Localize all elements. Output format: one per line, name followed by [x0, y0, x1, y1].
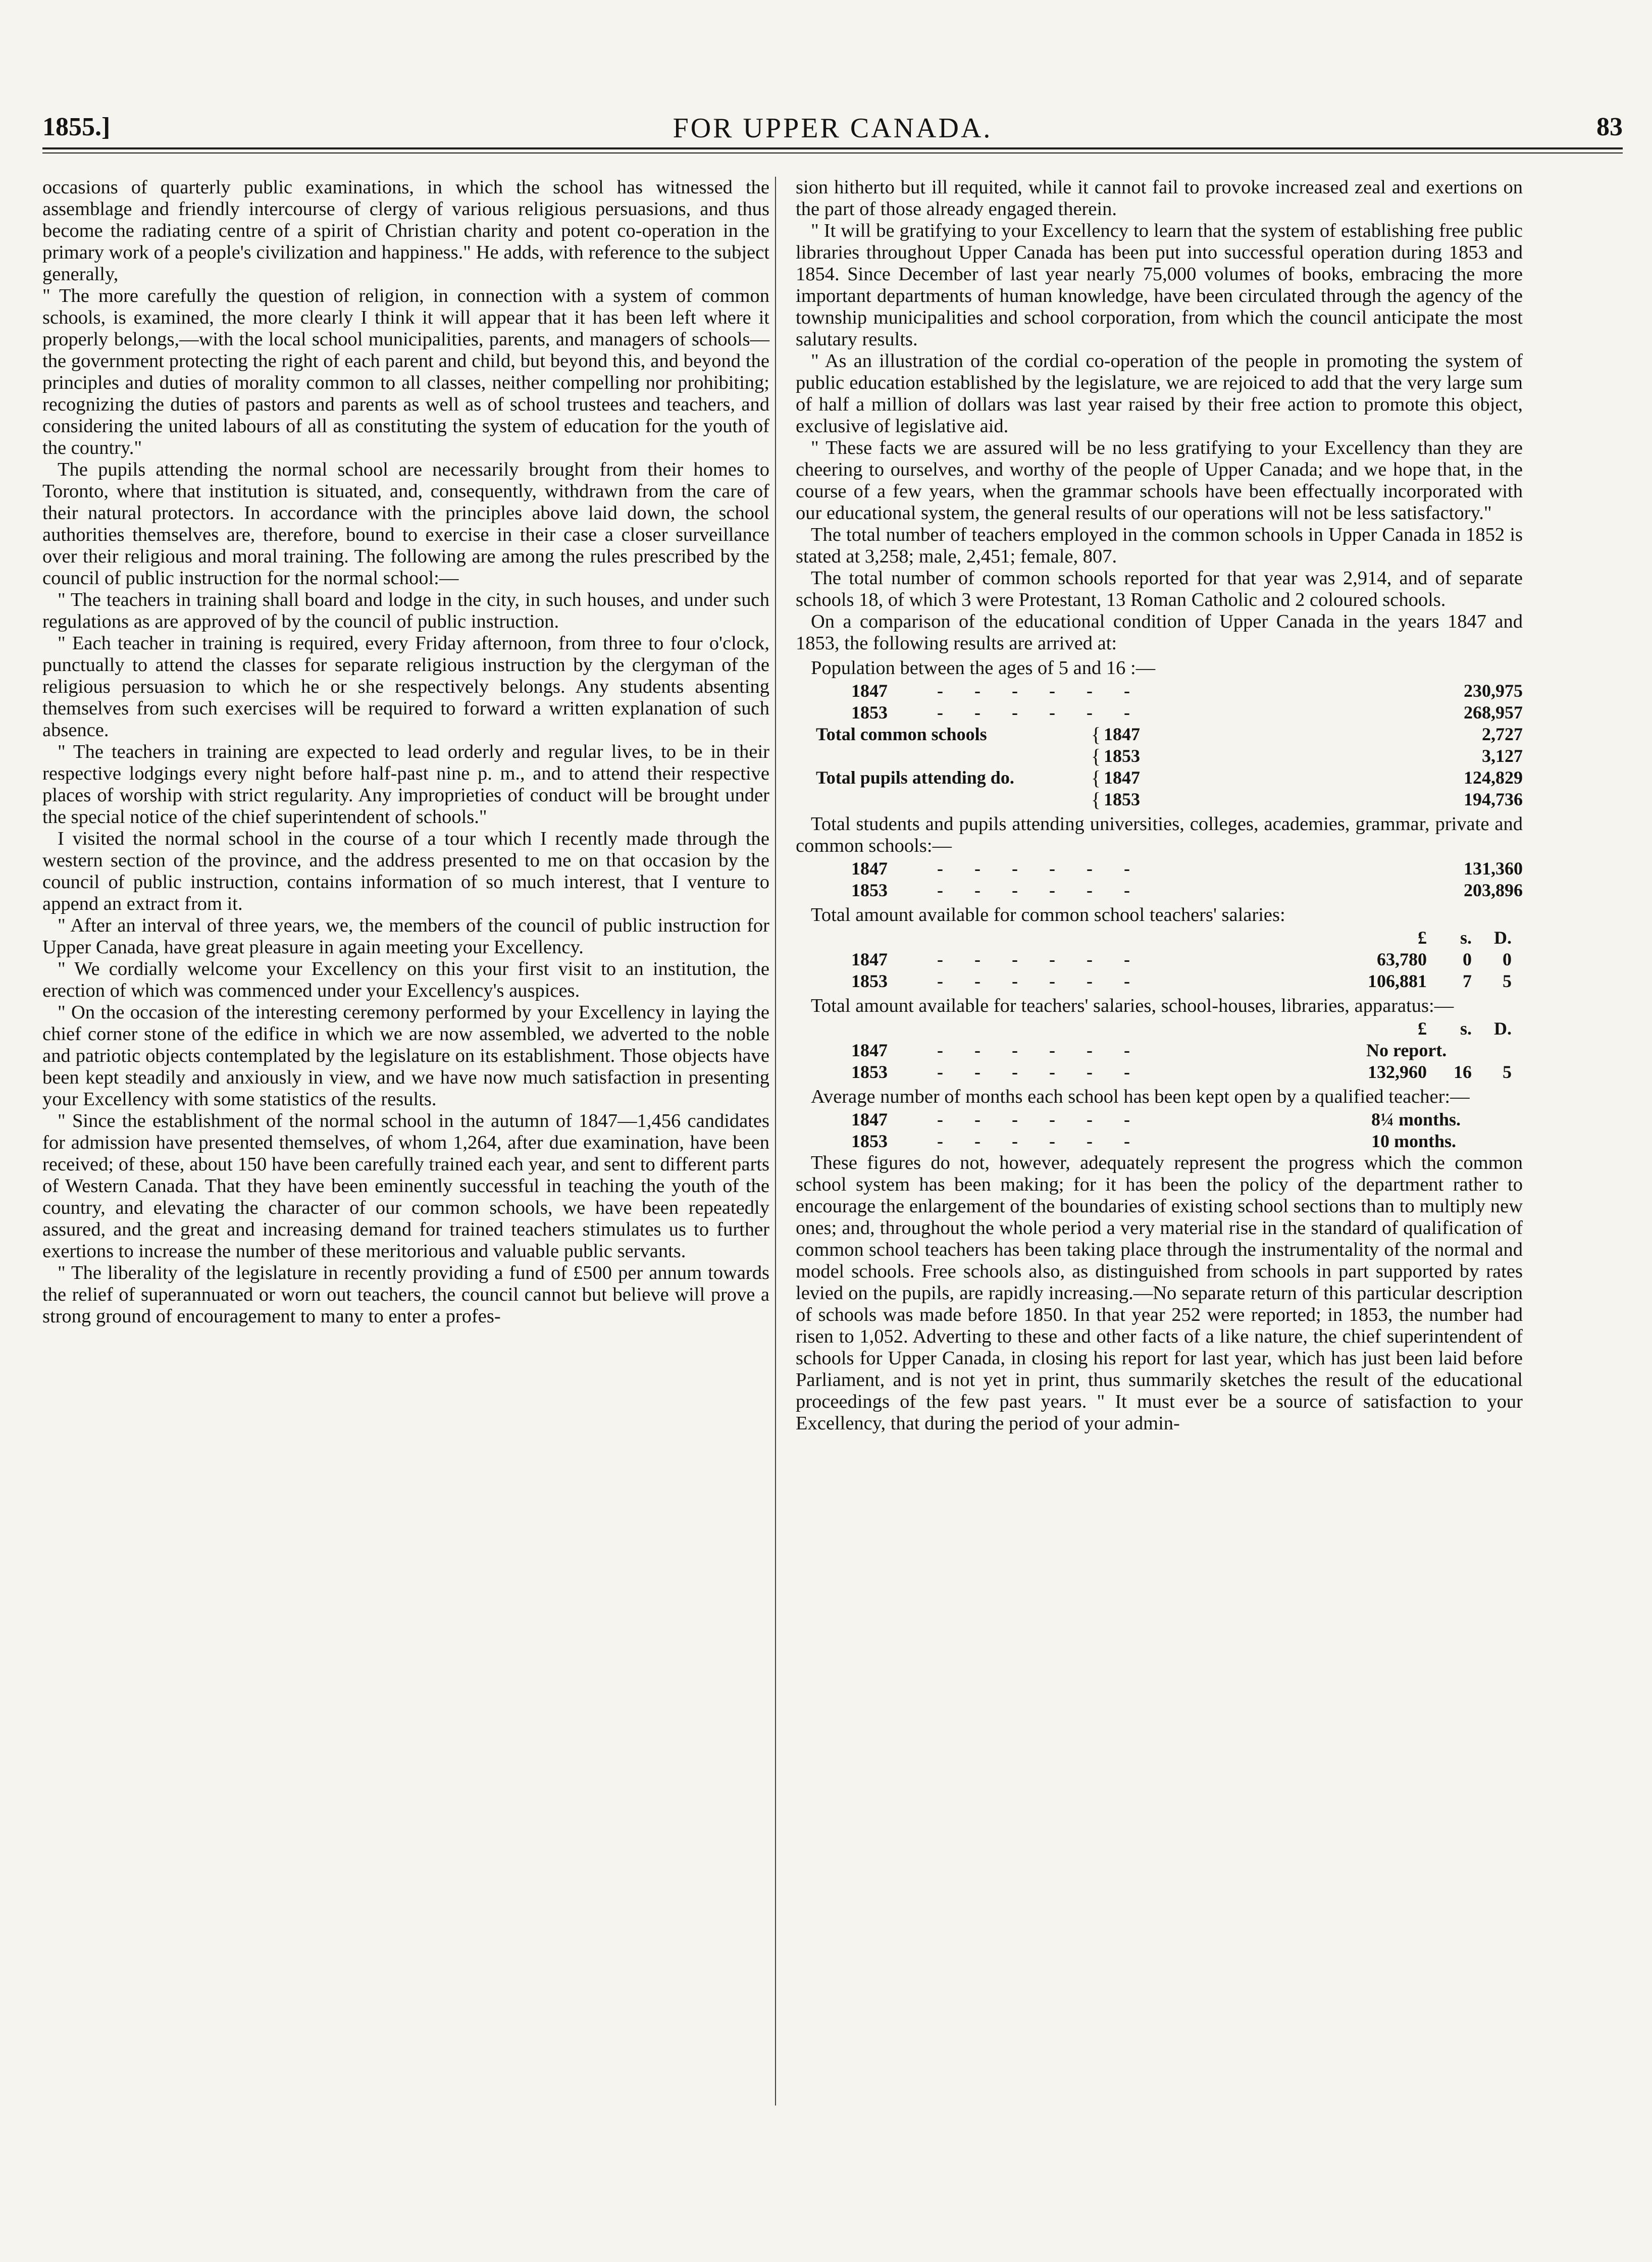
row-value: No report.: [1366, 1040, 1447, 1060]
row-value: 194,736: [1464, 789, 1523, 809]
paragraph: " The teachers in training are expected to lead orderly and regular lives, to be in their respective lodgings every night before half-past nine p. m., and to attend their respective places of worship with strict regularity. Any improprieties of conduct will be brought under the special notice of the chief superintendent of schools.": [42, 741, 769, 828]
paragraph: " Each teacher in training is required, every Friday afternoon, from three to four o'clock, punctually to attend the classes for separate religious instruction by the clergyman of the religious persuasion to which he or she respectively belongs. Any students absenting themselves from such exercises will be required to forward a written explanation of such absence.: [42, 633, 769, 741]
paragraph: " Since the establishment of the normal school in the autumn of 1847—1,456 candidates for admission have presented themselves, of whom 1,264, after due examination, have been received; of these, about 150 have been carefully trained each year, and sent to different parts of Western Canada. That they have been eminently successful in teaching the youth of the country, and elevating the character of our common schools, we have been repeatedly assured, and the great and increasing demand for trained teachers stimulates us to further exertions to increase the number of these meritorious and valuable public servants.: [42, 1110, 769, 1262]
shillings-header: s.: [1460, 928, 1472, 948]
stats-title: Total students and pupils attending universities, colleges, academies, grammar, private and common schools:—: [796, 813, 1523, 856]
stats-students: [796, 813, 1523, 901]
stats-title: Population between the ages of 5 and 16 :—: [811, 657, 1156, 679]
pence-header: D.: [1494, 1018, 1512, 1039]
leader-dots: ------: [937, 681, 1161, 701]
row-year: 1853: [1104, 789, 1140, 809]
header-rule: [42, 147, 1623, 149]
row-value: 268,957: [1464, 702, 1523, 723]
leader-dots: ------: [937, 1040, 1161, 1060]
stats-title: Total amount available for common school teachers' salaries:: [811, 904, 1285, 926]
paragraph: The total number of common schools reported for that year was 2,914, and of separate schools 18, of which 3 were Protestant, 13 Roman Catholic and 2 coloured schools.: [796, 568, 1523, 610]
running-header: [42, 109, 1623, 144]
stats-row: [796, 858, 1523, 880]
pence-header: D.: [1494, 928, 1512, 948]
stats-row: [796, 1040, 1523, 1061]
paragraph: These figures do not, however, adequately represent the progress which the common school system has been making; for it has been the policy of the department rather to encourage the enlargement of the boundaries of existing school sections than to multiply new ones; and, throughout the whole period a very material rise in the standard of qualification of common school teachers has been taking place through the instrumentality of the normal and model schools. Free schools also, as distinguished from schools in part supported by rates levied on the pupils, are rapidly increasing.—No separate return of this particular description of schools was made before 1850. In that year 252 were reported; in 1853, the number had risen to 1,052. Adverting to these and other facts of a like nature, the chief superintendent of schools for Upper Canada, in closing his report for last year, which has just been laid before Parliament, and is not yet in print, thus summarily sketches the result of the educational proceedings of the few past years. " It must ever be a source of satisfaction to your Excellency, that during the period of your admin-: [796, 1152, 1523, 1434]
row-year: 1853: [851, 1062, 888, 1082]
pounds-header: £: [1418, 928, 1427, 948]
paragraph: " It will be gratifying to your Excellency to learn that the system of establishing free public libraries throughout Upper Canada has been put into successful operation during 1853 and 1854. Since December of last year nearly 75,000 volumes of books, embracing the more important departments of human knowledge, have been circulated through the agency of the township municipalities and school corporation, from which the council anticipate the most salutary results.: [796, 220, 1523, 350]
header-rule-thin: [42, 152, 1623, 153]
stats-row: [796, 767, 1523, 789]
header-title: FOR UPPER CANADA.: [673, 113, 993, 144]
paragraph: I visited the normal school in the course of a tour which I recently made through the western section of the province, and the address presented to me on that occasion by the council of public instruction, contains information of so much interest, that I venture to append an extract from it.: [42, 828, 769, 914]
shillings-value: 0: [1463, 949, 1472, 969]
stats-salaries: [796, 904, 1523, 992]
currency-columns: [1341, 927, 1523, 949]
paragraph: sion hitherto but ill requited, while it cannot fail to provoke increased zeal and exertions on the part of those already engaged therein.: [796, 177, 1523, 220]
pence-value: 5: [1503, 1062, 1512, 1082]
stats-title: Total amount available for teachers' salaries, school-houses, libraries, apparatus:—: [811, 995, 1454, 1016]
paragraph: " The more carefully the question of religion, in connection with a system of common schools, is examined, the more clearly I think it will appear that it has been left where it properly belongs,—with the local school municipalities, parents, and managers of schools—the government protecting the right of each parent and child, but beyond this, and beyond the principles and duties of morality common to all classes, neither compelling nor prohibiting; recognizing the duties of pastors and parents as well as of school trustees and teachers, and considering the united labours of all as constituting the system of education for the youth of the country.": [42, 285, 769, 458]
header-year: 1855.]: [42, 113, 111, 141]
currency-columns: [1341, 1109, 1523, 1130]
stats-title: Average number of months each school has been kept open by a qualified teacher:—: [811, 1086, 1470, 1107]
leader-dots: ------: [937, 949, 1161, 969]
stats-row: [796, 745, 1523, 767]
row-year: 1847: [851, 858, 888, 879]
stats-row: [796, 880, 1523, 901]
stats-row: [796, 724, 1523, 745]
row-year: 1847: [1104, 767, 1140, 788]
currency-columns: [1341, 970, 1523, 992]
stats-months: [796, 1086, 1523, 1152]
pounds-value: 106,881: [1368, 971, 1427, 991]
paragraph: " As an illustration of the cordial co-operation of the people in promoting the system of public education established by the legislature, we are rejoiced to add that the very large sum of half a million of dollars was last year raised by their free action to promote this object, exclusive of legislative aid.: [796, 350, 1523, 437]
stats-row: [796, 1109, 1523, 1130]
row-year: 1853: [1104, 746, 1140, 766]
pounds-value: 132,960: [1368, 1062, 1427, 1082]
right-column: [796, 177, 1523, 1434]
row-label: Total pupils attending do.: [816, 767, 1014, 788]
brace: {: [1091, 766, 1101, 789]
paragraph: " These facts we are assured will be no less gratifying to your Excellency than they are cheering to ourselves, and worthy of the people of Upper Canada; and we hope that, in the course of a few years, when the grammar schools have been effectually incorporated with our educational system, the general results of our operations will not be less satisfactory.": [796, 437, 1523, 524]
column-divider: [775, 177, 776, 2105]
leader-dots: ------: [937, 1131, 1161, 1151]
leader-dots: ------: [937, 1109, 1161, 1129]
row-year: 1847: [851, 681, 888, 701]
stats-row: [796, 789, 1523, 810]
paragraph: " The teachers in training shall board and lodge in the city, in such houses, and under such regulations as are approved of by the council of public instruction.: [42, 589, 769, 632]
currency-header: [796, 927, 1523, 949]
pence-value: 5: [1503, 971, 1512, 991]
paragraph: " We cordially welcome your Excellency on this your first visit to an institution, the erection of which was commenced under your Excellency's auspices.: [42, 958, 769, 1001]
stats-row: [796, 1061, 1523, 1083]
currency-columns: [1341, 1040, 1523, 1061]
page-number: 83: [1596, 113, 1623, 141]
leader-dots: ------: [937, 858, 1161, 879]
stats-row: [796, 949, 1523, 970]
row-value: 3,127: [1482, 746, 1523, 766]
paragraph: On a comparison of the educational condition of Upper Canada in the years 1847 and 1853, the following results are arrived at:: [796, 611, 1523, 654]
stats-row: [796, 1130, 1523, 1152]
row-year: 1847: [1104, 724, 1140, 744]
brace: {: [1091, 723, 1101, 746]
row-value: 203,896: [1464, 880, 1523, 900]
stats-row: [796, 970, 1523, 992]
row-year: 1853: [851, 971, 888, 991]
row-year: 1853: [851, 880, 888, 900]
paragraph: The pupils attending the normal school are necessarily brought from their homes to Toronto, where that institution is situated, and, consequently, withdrawn from the care of their natural protectors. In accordance with the principles above laid down, the school authorities themselves are, therefore, bound to exercise in their case a closer surveillance over their religious and moral training. The following are among the rules prescribed by the council of public instruction for the normal school:—: [42, 459, 769, 589]
pounds-value: 63,780: [1377, 949, 1427, 969]
stats-total-amount: [796, 995, 1523, 1083]
stats-row: [796, 680, 1523, 702]
leader-dots: ------: [937, 702, 1161, 723]
leader-dots: ------: [937, 880, 1161, 900]
paragraph: " On the occasion of the interesting ceremony performed by your Excellency in laying the chief corner stone of the edifice in which we are now assembled, we adverted to the noble and patriotic objects contemplated by the legislature on its establishment. Those objects have been kept steadily and anxiously in view, and we have now much satisfaction in presenting your Excellency with some statistics of the results.: [42, 1002, 769, 1110]
shillings-value: 7: [1463, 971, 1472, 991]
shillings-header: s.: [1460, 1018, 1472, 1039]
paragraph: " The liberality of the legislature in recently providing a fund of £500 per annum towards the relief of superannuated or worn out teachers, the council cannot but believe will prove a strong ground of encouragement to many to enter a profes-: [42, 1262, 769, 1327]
currency-columns: [1341, 949, 1523, 970]
shillings-value: 16: [1454, 1062, 1472, 1082]
paragraph: The total number of teachers employed in the common schools in Upper Canada in 1852 is stated at 3,258; male, 2,451; female, 807.: [796, 524, 1523, 567]
currency-columns: [1341, 1130, 1523, 1152]
row-value: 8¼ months.: [1371, 1109, 1461, 1129]
row-year: 1853: [851, 1131, 888, 1151]
currency-columns: [1341, 1018, 1523, 1040]
paragraph: occasions of quarterly public examinations, in which the school has witnessed the assemblage and friendly intercourse of clergy of various religious persuasions, and thus become the radiating centre of a spirit of Christian charity and potent co-operation in the primary work of a people's civilization and happiness." He adds, with reference to the subject generally,: [42, 177, 769, 285]
row-value: 131,360: [1464, 858, 1523, 879]
left-column: [42, 177, 769, 1327]
paragraph: " After an interval of three years, we, the members of the council of public instruction for Upper Canada, have great pleasure in again meeting your Excellency.: [42, 915, 769, 958]
brace: {: [1091, 745, 1101, 767]
row-label: Total common schools: [816, 724, 987, 744]
row-value: 10 months.: [1371, 1131, 1457, 1151]
leader-dots: ------: [937, 971, 1161, 991]
stats-row: [796, 702, 1523, 724]
row-year: 1847: [851, 1040, 888, 1060]
row-value: 124,829: [1464, 767, 1523, 788]
currency-header: [796, 1018, 1523, 1040]
row-value: 230,975: [1464, 681, 1523, 701]
row-year: 1847: [851, 949, 888, 969]
pence-value: 0: [1503, 949, 1512, 969]
row-value: 2,727: [1482, 724, 1523, 744]
leader-dots: ------: [937, 1062, 1161, 1082]
brace: {: [1091, 788, 1101, 811]
stats-population: [796, 657, 1523, 810]
row-year: 1853: [851, 702, 888, 723]
currency-columns: [1341, 1061, 1523, 1083]
pounds-header: £: [1418, 1018, 1427, 1039]
row-year: 1847: [851, 1109, 888, 1129]
